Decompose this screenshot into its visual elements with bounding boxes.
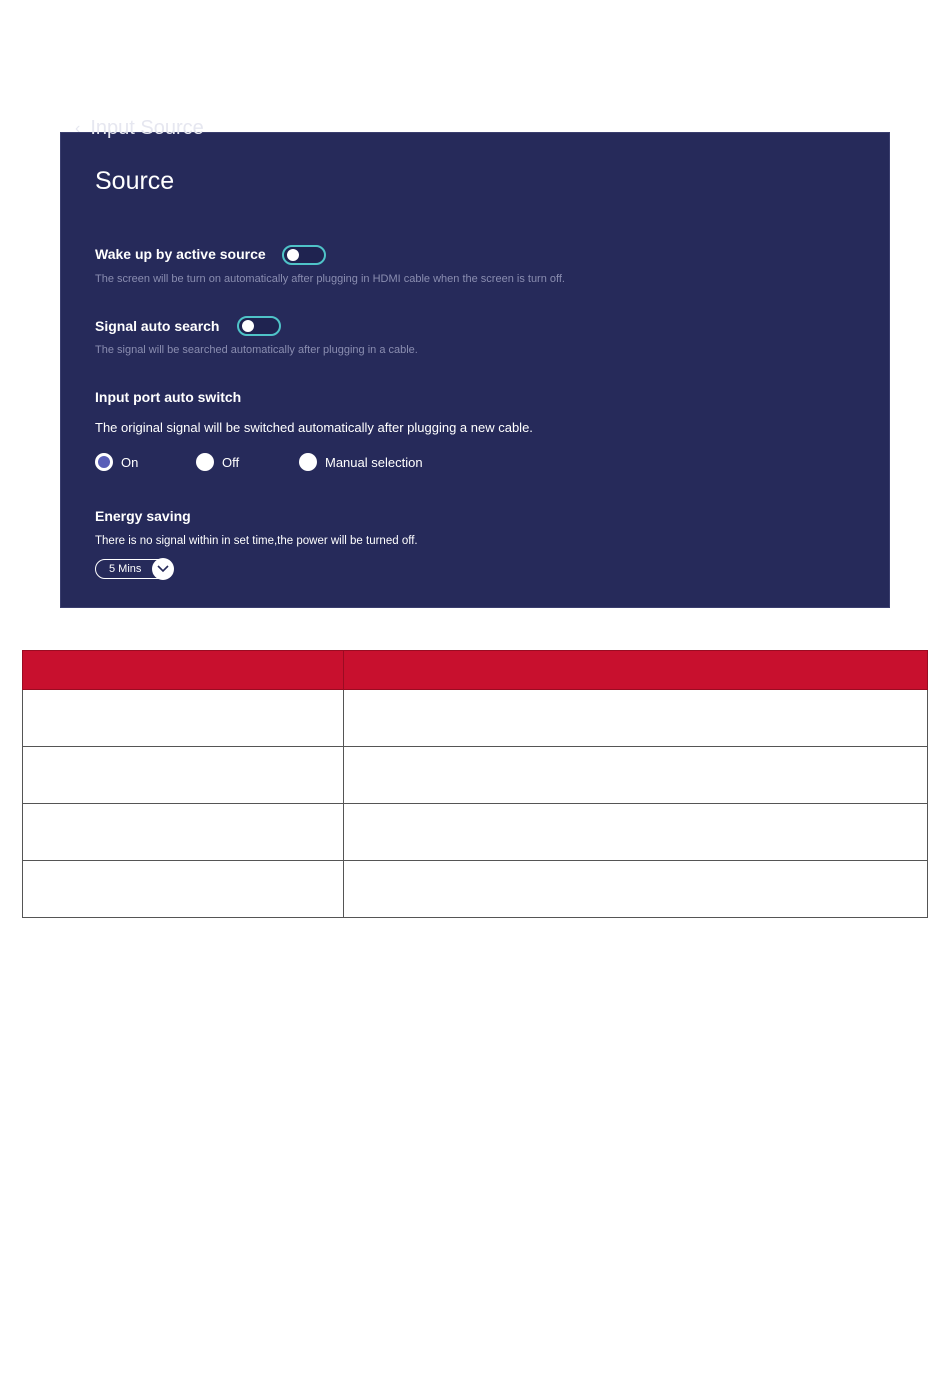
input-port-radio-group [95,453,595,475]
radio-selected-indicator [95,453,113,471]
page-title: Source [95,167,175,195]
radio-manual-selection[interactable] [299,453,423,471]
chevron-left-icon[interactable]: ‹ [75,119,81,137]
toggle-knob [287,249,299,261]
table-row [23,690,928,747]
table-cell [23,804,344,861]
wake-up-label: Wake up by active source [95,246,266,262]
breadcrumb[interactable] [75,117,204,140]
energy-saving-dropdown[interactable] [95,559,173,579]
table-cell [344,861,928,918]
table-cell [344,747,928,804]
table-cell [23,861,344,918]
signal-auto-search-toggle[interactable] [237,316,281,336]
radio-off[interactable] [196,453,239,471]
table-row [23,804,928,861]
signal-auto-search-label: Signal auto search [95,318,220,334]
settings-table [22,650,928,918]
radio-indicator [196,453,214,471]
input-port-auto-switch-label: Input port auto switch [95,389,242,405]
radio-manual-label: Manual selection [325,454,423,470]
wake-up-description: The screen will be turn on automatically after plugging in HDMI cable when the screen is turn off. [95,273,565,285]
toggle-knob [242,320,254,332]
table-header-cell [344,651,928,690]
table-cell [23,690,344,747]
table-row [23,861,928,918]
table-cell [23,747,344,804]
wake-up-toggle[interactable] [282,245,326,265]
table-header-cell [23,651,344,690]
signal-auto-search-description: The signal will be searched automatically after plugging in a cable. [95,344,418,356]
energy-saving-value: 5 Mins [109,563,142,575]
radio-indicator [299,453,317,471]
table-row [23,747,928,804]
table-cell [344,804,928,861]
chevron-down-icon[interactable] [152,558,174,580]
radio-on[interactable] [95,453,138,471]
radio-off-label: Off [222,454,240,470]
input-port-auto-switch-description: The original signal will be switched automatically after plugging a new cable. [95,420,533,435]
table-header-row [23,651,928,690]
radio-on-label: On [121,454,139,470]
energy-saving-label: Energy saving [95,508,191,524]
settings-panel [60,117,890,608]
table-cell [344,690,928,747]
breadcrumb-label: Input Source [90,117,204,139]
energy-saving-description: There is no signal within in set time,the power will be turned off. [95,535,418,547]
